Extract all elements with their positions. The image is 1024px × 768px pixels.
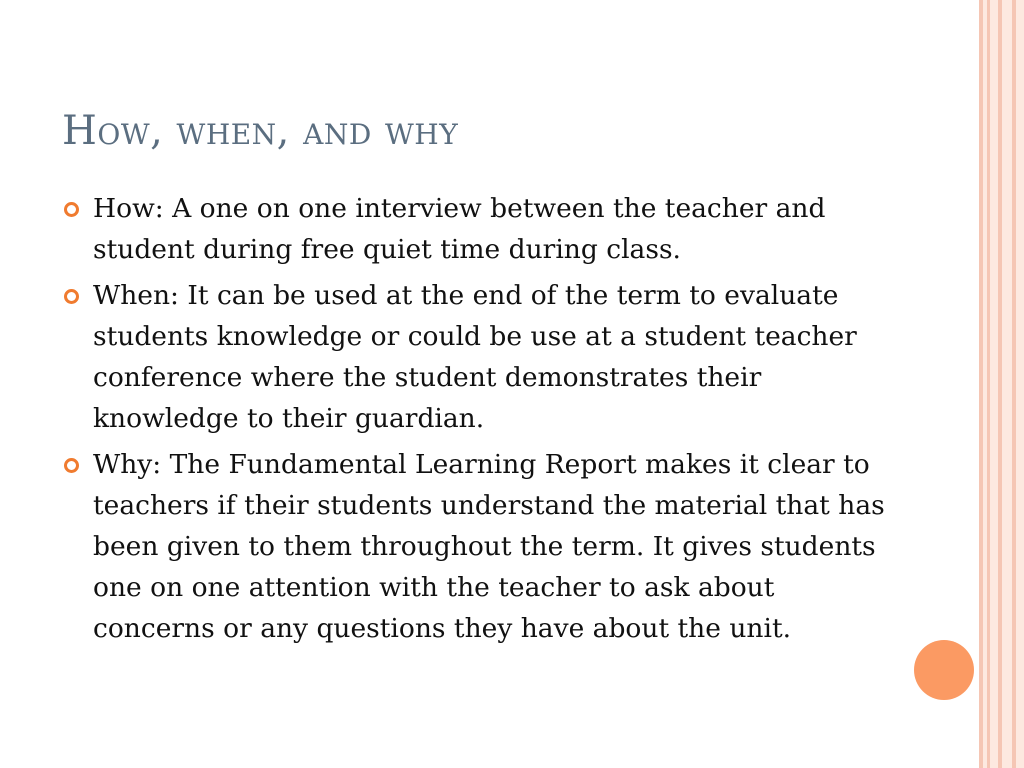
bullet-text: How: A one on one interview between the teacher and student during free quiet time during class. [93, 193, 826, 265]
bullet-circle-icon [64, 458, 79, 473]
bullet-item-how [62, 188, 892, 270]
accent-circle [914, 640, 974, 700]
decorative-stripe [990, 0, 998, 768]
bullet-text: Why: The Fundamental Learning Report makes it clear to teachers if their students understand the material that has been given to them throughout the term. It gives students one on one attention with the teacher to ask about concerns or any questions they have about the unit. [93, 449, 885, 644]
bullet-circle-icon [64, 289, 79, 304]
decorative-stripe [1016, 0, 1024, 768]
bullet-item-why [62, 444, 892, 649]
bullet-item-when [62, 275, 892, 439]
bullet-text: When: It can be used at the end of the term to evaluate students knowledge or could be use at a student teacher conference where the student demonstrates their knowledge to their guardian. [93, 280, 857, 434]
slide-title: How, when, and why [62, 108, 459, 154]
decorative-stripe [1002, 0, 1012, 768]
bullet-circle-icon [64, 202, 79, 217]
bullet-list [62, 188, 892, 654]
